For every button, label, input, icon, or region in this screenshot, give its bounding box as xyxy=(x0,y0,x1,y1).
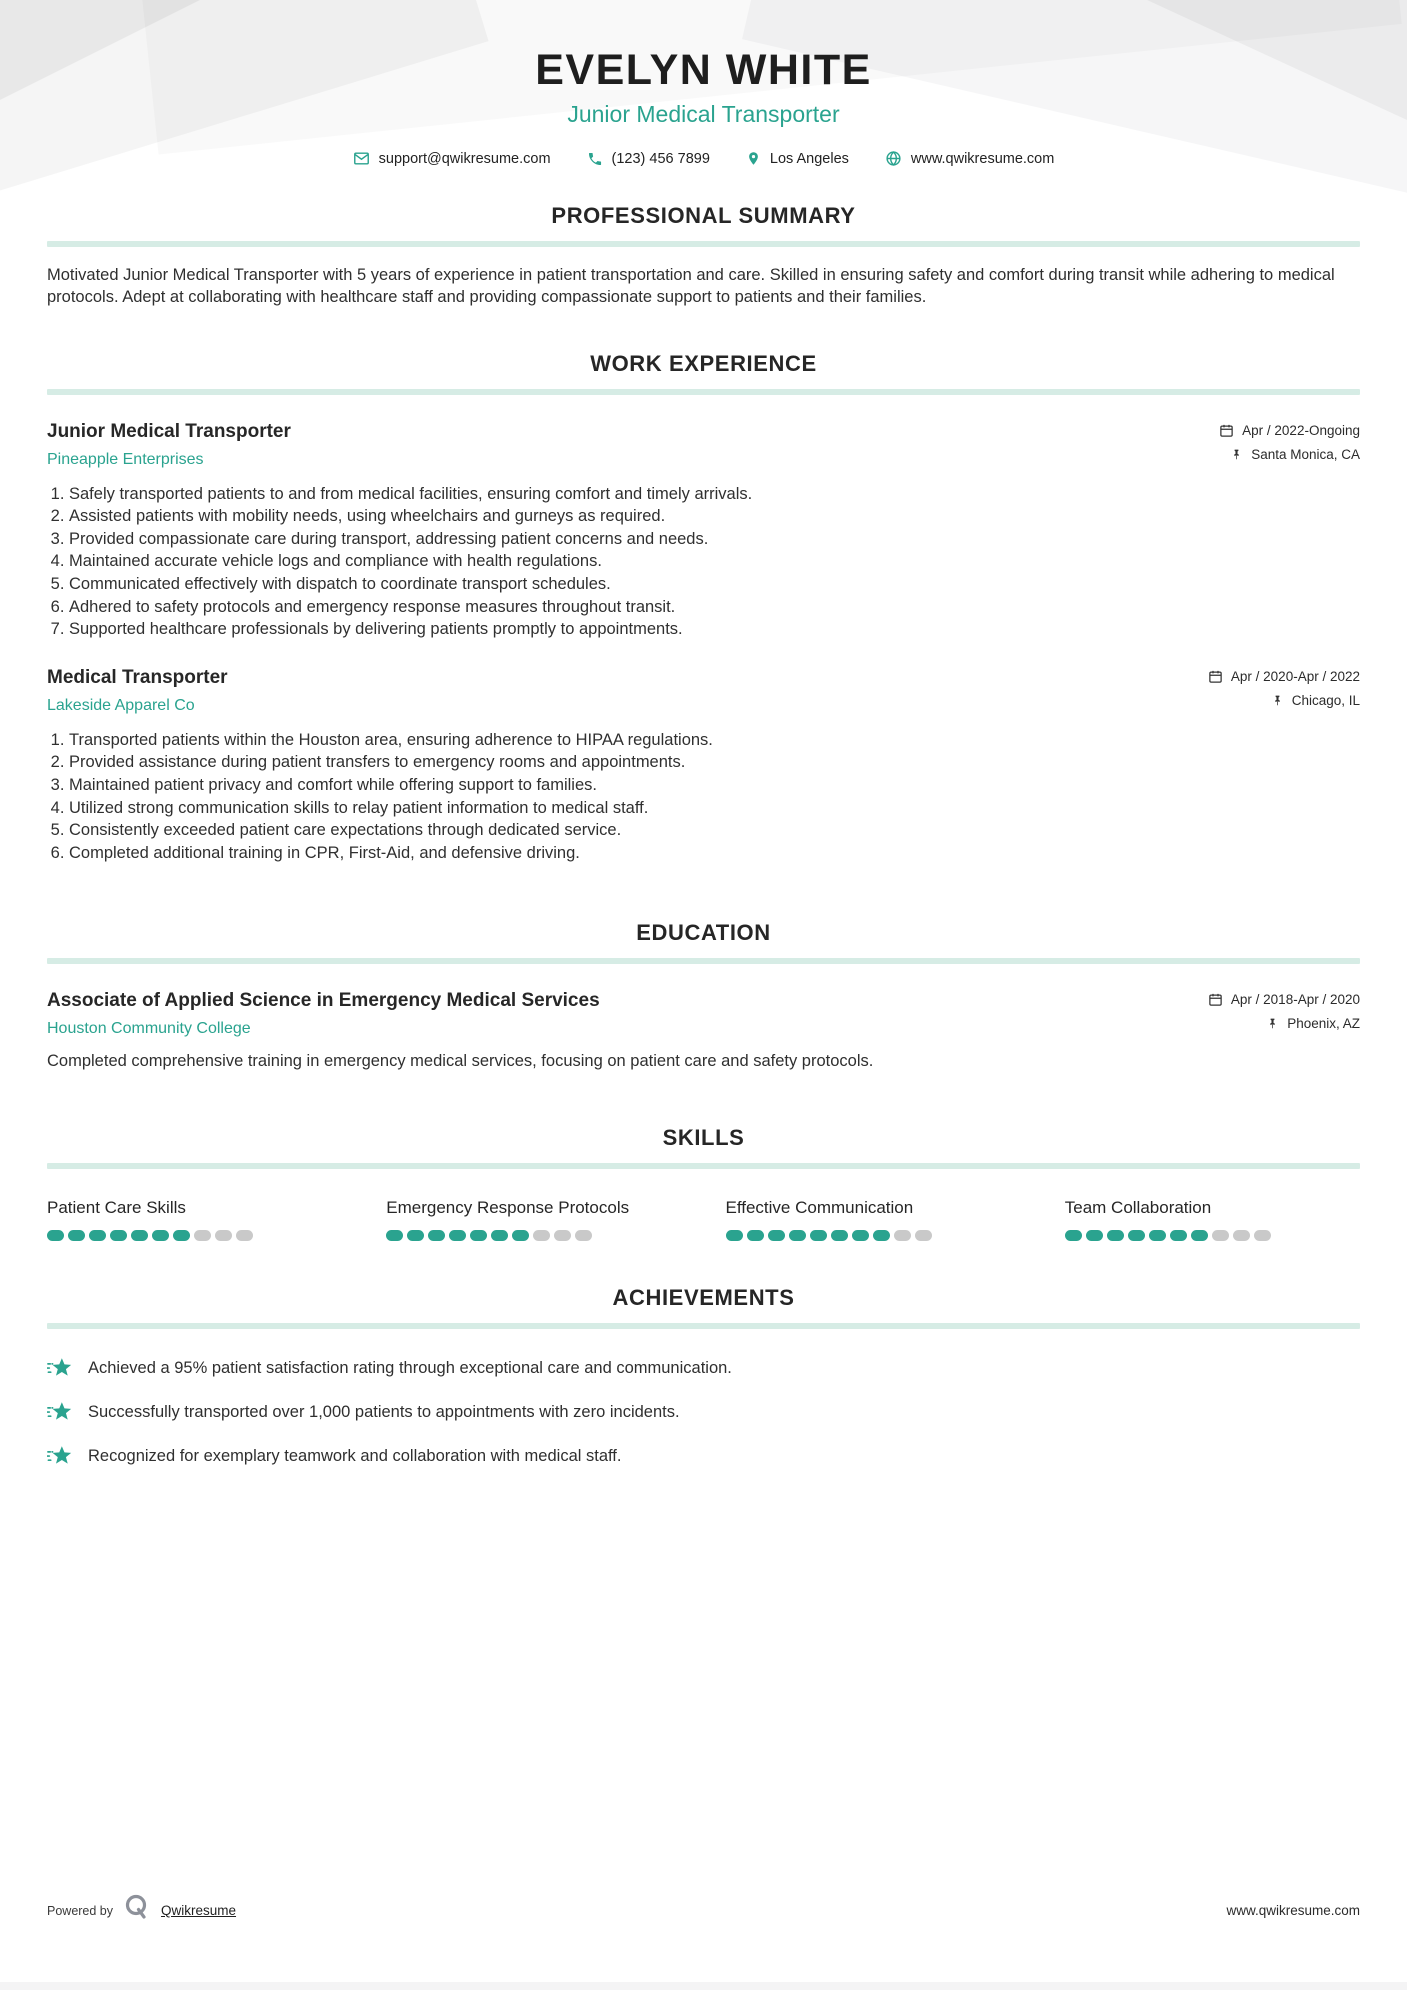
skill-name: Effective Communication xyxy=(725,1198,914,1218)
education-entry xyxy=(47,990,1360,1073)
achievement-text: Achieved a 95% patient satisfaction rating through exceptional care and communication. xyxy=(88,1358,732,1377)
job-dates-row xyxy=(1219,423,1360,438)
degree-title: Associate of Applied Science in Emergency Medical Services xyxy=(47,990,600,1012)
bottom-strip xyxy=(0,1982,1407,1990)
company-link: Pineapple Enterprises xyxy=(47,450,204,468)
skill-dot-filled xyxy=(1149,1230,1166,1241)
achievement-text: Successfully transported over 1,000 patients to appointments with zero incidents. xyxy=(88,1402,680,1421)
education-meta xyxy=(1208,990,1360,1031)
skill-dot-filled xyxy=(386,1230,403,1241)
education-dates: Apr / 2018-Apr / 2020 xyxy=(1230,992,1360,1008)
job-title: Medical Transporter xyxy=(47,666,228,688)
calendar-icon xyxy=(1219,423,1234,438)
job-bullet: 1. Transported patients within the Houston area, ensuring adherence to HIPAA regulations. xyxy=(69,730,1360,752)
job-bullet: 6. Adhered to safety protocols and emergency response measures throughout transit. xyxy=(69,597,1360,619)
skill-dot-empty xyxy=(915,1230,932,1241)
job-bullet: 6. Completed additional training in CPR, First-Aid, and defensive driving. xyxy=(69,843,1360,865)
job-bullet: 2. Assisted patients with mobility needs, using wheelchairs and gurneys as required. xyxy=(69,506,1360,528)
skill-dot-filled xyxy=(726,1230,743,1241)
skill-dot-filled xyxy=(747,1230,764,1241)
job-bullet: 2. Provided assistance during patient transfers to emergency rooms and appointments. xyxy=(69,752,1360,774)
skill-dot-filled xyxy=(47,1230,64,1241)
education-description: Completed comprehensive training in emergency medical services, focusing on patient care and safety protocols. xyxy=(47,1052,874,1071)
skill-item xyxy=(1065,1197,1360,1241)
job-bullets xyxy=(47,484,1360,641)
skill-dot-empty xyxy=(215,1230,232,1241)
skill-dot-filled xyxy=(470,1230,487,1241)
skill-name: Patient Care Skills xyxy=(47,1198,186,1218)
skill-dot-filled xyxy=(491,1230,508,1241)
person-job-title: Junior Medical Transporter xyxy=(567,101,840,127)
achievement-row xyxy=(47,1445,1360,1468)
powered-by-label: Powered by xyxy=(47,1903,114,1918)
shooting-star-icon xyxy=(47,1445,73,1468)
skill-dot-empty xyxy=(236,1230,253,1241)
job-bullet: 4. Maintained accurate vehicle logs and compliance with health regulations. xyxy=(69,551,1360,573)
skill-dot-filled xyxy=(1107,1230,1124,1241)
page-footer xyxy=(47,1893,1360,1928)
person-name: EVELYN WHITE xyxy=(535,46,872,94)
job-location-row xyxy=(1219,447,1360,462)
skill-dot-filled xyxy=(852,1230,869,1241)
skill-item xyxy=(726,1197,1021,1241)
skill-dot-filled xyxy=(173,1230,190,1241)
contact-phone-text: (123) 456 7899 xyxy=(611,150,710,167)
work-entries xyxy=(47,421,1360,865)
work-entry xyxy=(47,667,1360,865)
job-location: Chicago, IL xyxy=(1291,692,1360,708)
section-summary xyxy=(47,203,1360,309)
skill-dot-filled xyxy=(789,1230,806,1241)
achievement-text: Recognized for exemplary teamwork and collaboration with medical staff. xyxy=(88,1446,622,1465)
skill-dot-filled xyxy=(449,1230,466,1241)
section-achievements xyxy=(47,1285,1360,1468)
work-entry xyxy=(47,421,1360,641)
skill-item xyxy=(47,1197,342,1241)
job-bullet: 7. Supported healthcare professionals by delivering patients promptly to appointments. xyxy=(69,619,1360,641)
education-dates-row xyxy=(1208,992,1360,1007)
contact-row xyxy=(0,150,1407,167)
skills-grid xyxy=(47,1197,1360,1241)
shooting-star-icon xyxy=(47,1401,73,1424)
contact-location xyxy=(746,150,849,167)
skill-dot-filled xyxy=(831,1230,848,1241)
envelope-icon xyxy=(353,150,370,167)
skill-dot-filled xyxy=(68,1230,85,1241)
skill-dot-empty xyxy=(554,1230,571,1241)
skill-dots xyxy=(386,1230,681,1241)
pushpin-icon xyxy=(1230,447,1243,462)
section-rule xyxy=(47,389,1360,395)
qwikresume-q-icon xyxy=(123,1893,151,1928)
education-section-title: EDUCATION xyxy=(636,920,771,946)
achievements-section-title: ACHIEVEMENTS xyxy=(612,1284,795,1310)
section-rule xyxy=(47,1323,1360,1329)
footer-brand-group xyxy=(47,1893,236,1928)
section-education xyxy=(47,920,1360,1073)
job-bullet: 5. Consistently exceeded patient care expectations through dedicated service. xyxy=(69,820,1360,842)
contact-email-text: support@qwikresume.com xyxy=(378,150,551,167)
skill-dot-empty xyxy=(194,1230,211,1241)
company-link: Lakeside Apparel Co xyxy=(47,696,195,714)
skills-section-title: SKILLS xyxy=(662,1125,745,1151)
section-rule xyxy=(47,1163,1360,1169)
skill-dot-empty xyxy=(894,1230,911,1241)
skill-dot-filled xyxy=(1170,1230,1187,1241)
footer-website: www.qwikresume.com xyxy=(1226,1903,1360,1918)
skill-dot-filled xyxy=(1128,1230,1145,1241)
education-location: Phoenix, AZ xyxy=(1287,1016,1360,1032)
job-bullet: 5. Communicated effectively with dispatch to coordinate transport schedules. xyxy=(69,574,1360,596)
job-bullet: 4. Utilized strong communication skills to relay patient information to medical staff. xyxy=(69,798,1360,820)
job-bullet: 1. Safely transported patients to and from medical facilities, ensuring comfort and timely arrivals. xyxy=(69,484,1360,506)
skill-dot-empty xyxy=(1212,1230,1229,1241)
calendar-icon xyxy=(1208,992,1223,1007)
skill-dot-filled xyxy=(1191,1230,1208,1241)
skill-dot-filled xyxy=(512,1230,529,1241)
pushpin-icon xyxy=(1271,693,1284,708)
contact-website-text: www.qwikresume.com xyxy=(910,150,1055,167)
section-rule xyxy=(47,958,1360,964)
work-section-title: WORK EXPERIENCE xyxy=(590,350,817,376)
shooting-star-icon xyxy=(47,1357,73,1380)
summary-section-title: PROFESSIONAL SUMMARY xyxy=(551,203,856,228)
section-skills xyxy=(47,1125,1360,1241)
skill-dots xyxy=(1065,1230,1360,1241)
job-bullets xyxy=(47,730,1360,865)
skill-dot-empty xyxy=(1254,1230,1271,1241)
skill-dot-filled xyxy=(1065,1230,1082,1241)
resume-header xyxy=(0,0,1407,167)
skill-dot-filled xyxy=(1086,1230,1103,1241)
job-meta xyxy=(1208,667,1360,708)
contact-email xyxy=(353,150,551,167)
section-work-experience xyxy=(47,351,1360,865)
job-bullet: 3. Provided compassionate care during transport, addressing patient concerns and needs. xyxy=(69,529,1360,551)
job-meta xyxy=(1219,421,1360,462)
pushpin-icon xyxy=(1266,1016,1279,1031)
phone-icon xyxy=(587,151,603,167)
skill-dots xyxy=(47,1230,342,1241)
job-location-row xyxy=(1208,693,1360,708)
skill-dot-empty xyxy=(575,1230,592,1241)
achievements-list xyxy=(47,1357,1360,1468)
skill-dot-filled xyxy=(407,1230,424,1241)
qwikresume-link[interactable]: Qwikresume xyxy=(161,1903,237,1918)
skill-dot-empty xyxy=(533,1230,550,1241)
skill-dot-filled xyxy=(89,1230,106,1241)
summary-text: Motivated Junior Medical Transporter with 5 years of experience in patient transportation and care. Skilled in ensuring safety and comfort during transit while adhering to medical protocols. Adept at collaborating with healthcare staff and providing compassionate support to patients and their families. xyxy=(47,266,1335,306)
achievement-row xyxy=(47,1357,1360,1380)
job-dates-row xyxy=(1208,669,1360,684)
skill-dot-filled xyxy=(152,1230,169,1241)
job-dates: Apr / 2022-Ongoing xyxy=(1242,422,1360,438)
map-pin-icon xyxy=(746,150,761,167)
skill-dot-filled xyxy=(768,1230,785,1241)
contact-phone xyxy=(587,151,710,167)
skill-dot-empty xyxy=(1233,1230,1250,1241)
education-location-row xyxy=(1208,1016,1360,1031)
skill-dot-filled xyxy=(110,1230,127,1241)
calendar-icon xyxy=(1208,669,1223,684)
skill-item xyxy=(386,1197,681,1241)
job-title: Junior Medical Transporter xyxy=(47,420,291,442)
section-rule xyxy=(47,241,1360,247)
globe-icon xyxy=(885,150,902,167)
school-name: Houston Community College xyxy=(47,1020,251,1038)
job-location: Santa Monica, CA xyxy=(1251,446,1360,462)
contact-website xyxy=(885,150,1054,167)
job-dates: Apr / 2020-Apr / 2022 xyxy=(1230,668,1360,684)
contact-location-text: Los Angeles xyxy=(769,150,849,167)
skill-dot-filled xyxy=(428,1230,445,1241)
job-bullet: 3. Maintained patient privacy and comfort while offering support to families. xyxy=(69,775,1360,797)
skill-name: Team Collaboration xyxy=(1064,1198,1212,1218)
skill-dot-filled xyxy=(131,1230,148,1241)
skill-name: Emergency Response Protocols xyxy=(386,1198,630,1218)
skill-dots xyxy=(726,1230,1021,1241)
skill-dot-filled xyxy=(810,1230,827,1241)
skill-dot-filled xyxy=(873,1230,890,1241)
achievement-row xyxy=(47,1401,1360,1424)
